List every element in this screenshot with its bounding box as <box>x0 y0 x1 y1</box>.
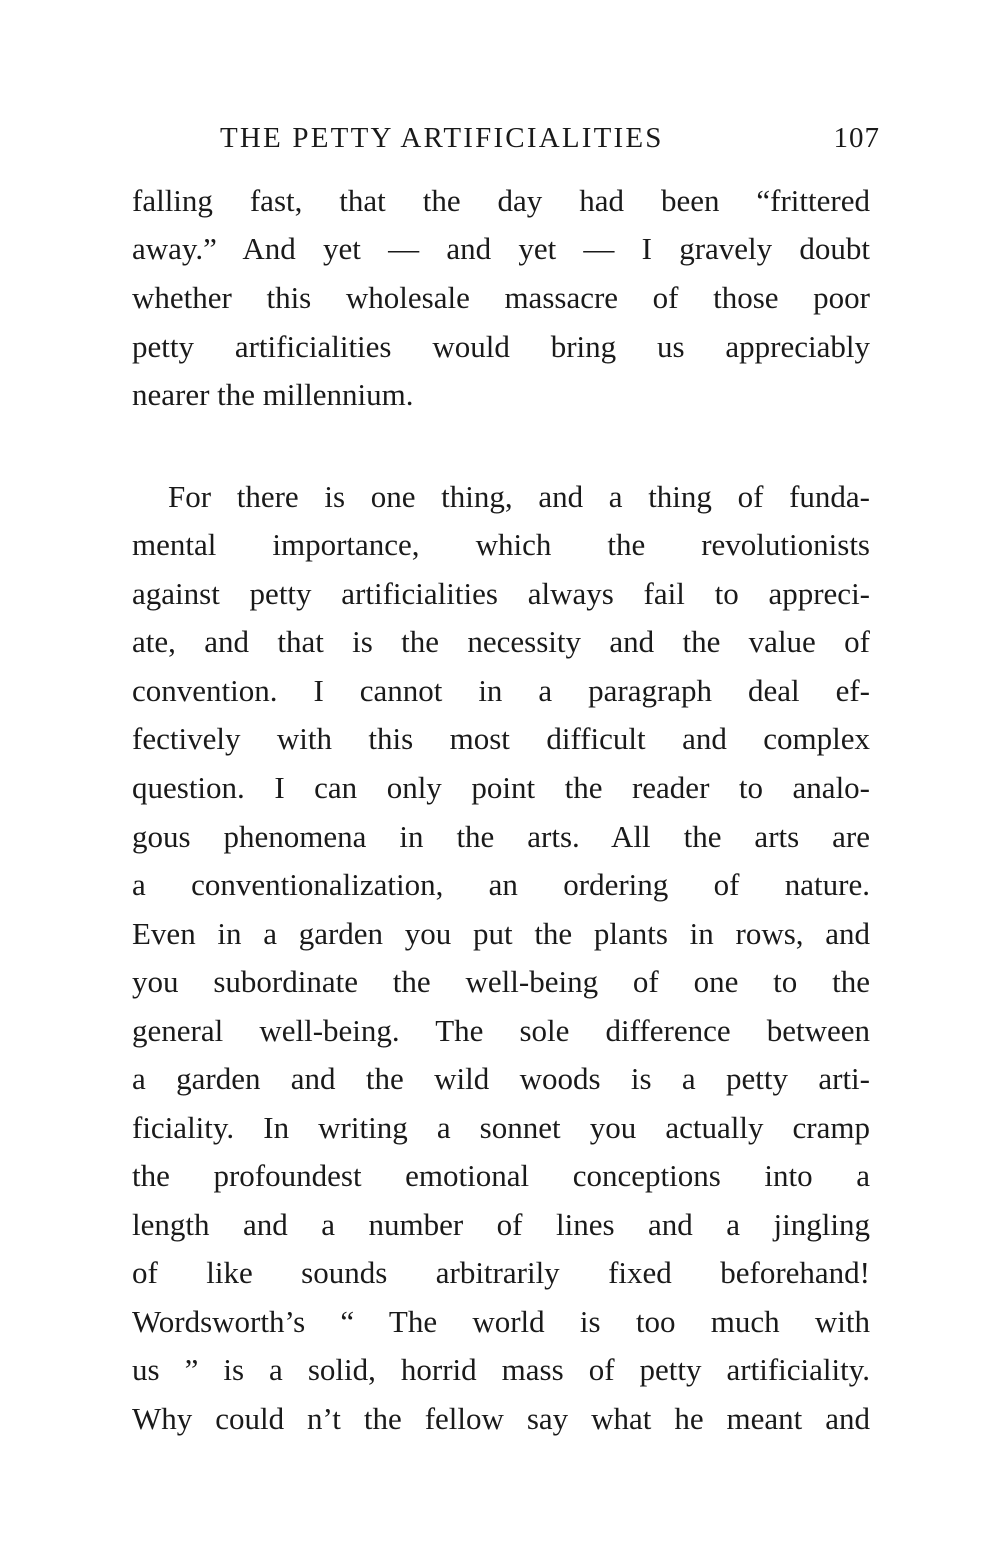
text-line: ate, and that is the necessity and the value of <box>132 624 870 659</box>
text-line: Why could n’t the fellow say what he meant and <box>132 1401 870 1436</box>
text-line: us ” is a solid, horrid mass of petty artificiality. <box>132 1352 870 1387</box>
text-line: Wordsworth’s “ The world is too much with <box>132 1304 870 1339</box>
text-line: length and a number of lines and a jingling <box>132 1207 870 1242</box>
text-line: petty artificialities would bring us appreciably <box>132 329 870 364</box>
text-line: mental importance, which the revolutionists <box>132 527 870 562</box>
text-line: of like sounds arbitrarily fixed beforehand! <box>132 1255 870 1290</box>
text-line: convention. I cannot in a paragraph deal ef- <box>132 673 870 708</box>
running-title: THE PETTY ARTIFICIALITIES <box>220 122 664 154</box>
text-line: general well-being. The sole difference between <box>132 1013 870 1048</box>
running-head <box>220 118 882 158</box>
text-line: away.” And yet — and yet — I gravely doubt <box>132 231 870 266</box>
text-line: nearer the millennium. <box>132 377 414 412</box>
text-line: whether this wholesale massacre of those poor <box>132 280 870 315</box>
text-line: a conventionalization, an ordering of nature. <box>132 867 870 902</box>
text-line: Even in a garden you put the plants in rows, and <box>132 916 870 951</box>
text-line: For there is one thing, and a thing of funda- <box>168 479 870 514</box>
text-line: ficiality. In writing a sonnet you actually cramp <box>132 1110 870 1145</box>
text-line: gous phenomena in the arts. All the arts are <box>132 819 870 854</box>
text-line: falling fast, that the day had been “frittered <box>132 183 870 218</box>
text-line: the profoundest emotional conceptions into a <box>132 1158 870 1193</box>
text-line: fectively with this most difficult and complex <box>132 721 870 756</box>
text-line: you subordinate the well-being of one to the <box>132 964 870 999</box>
page-number: 107 <box>833 122 880 154</box>
text-line: question. I can only point the reader to analo- <box>132 770 870 805</box>
text-line: against petty artificialities always fail to appreci- <box>132 576 870 611</box>
text-line: a garden and the wild woods is a petty arti- <box>132 1061 870 1096</box>
